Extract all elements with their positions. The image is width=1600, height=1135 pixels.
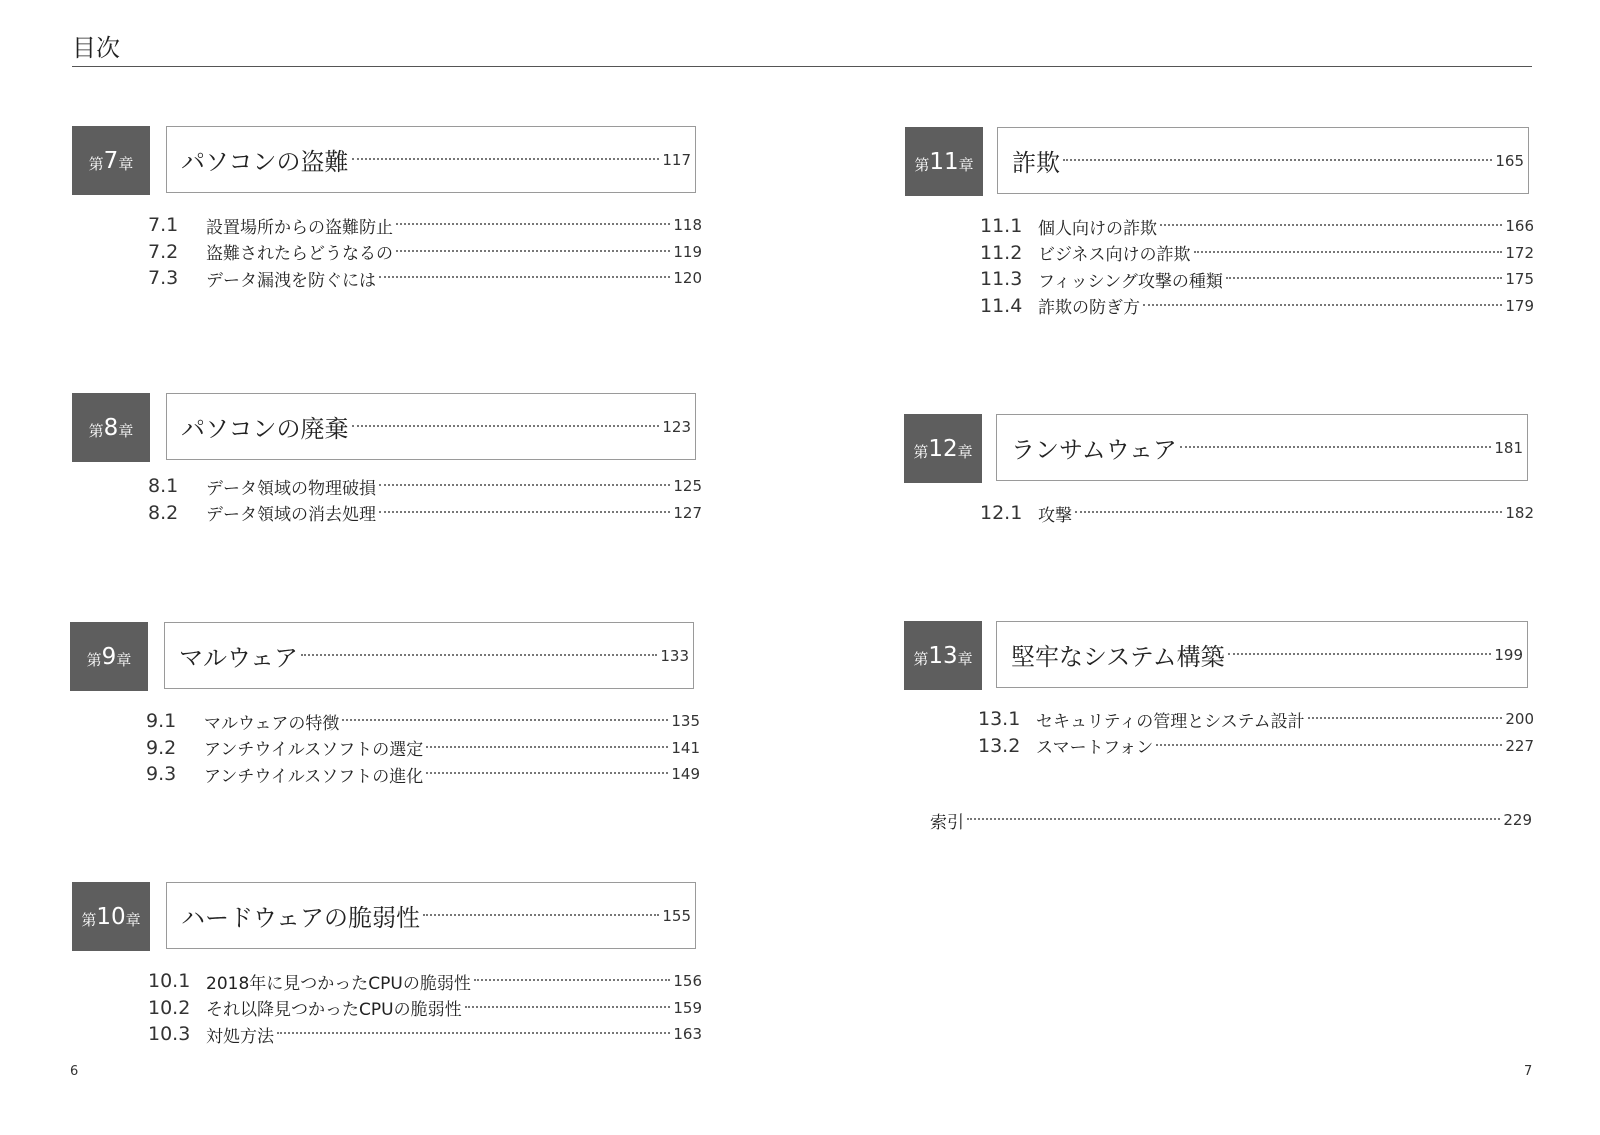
section-page: 175 — [1505, 270, 1534, 289]
section-row[interactable] — [146, 735, 700, 762]
section-page: 119 — [673, 242, 702, 261]
section-number: 10.2 — [148, 996, 191, 1019]
index-title: 索引 — [930, 812, 964, 833]
chapter-title-box[interactable] — [166, 882, 696, 949]
leader-dots — [379, 511, 670, 513]
section-page: 120 — [673, 269, 702, 288]
leader-dots — [426, 746, 668, 748]
chapter-label — [904, 414, 982, 483]
chapter-page: 123 — [662, 417, 691, 436]
section-page: 125 — [673, 477, 702, 496]
section-title: 盗難されたらどうなるの — [206, 244, 393, 265]
section-title: セキュリティの管理とシステム設計 — [1036, 711, 1305, 732]
left-page-number: 6 — [70, 1064, 79, 1079]
leader-dots — [465, 1006, 671, 1008]
chapter-title: ハードウェアの脆弱性 — [181, 904, 421, 932]
chapter-13-sections — [978, 706, 1534, 759]
chapter-title-box[interactable] — [996, 414, 1528, 481]
chapter-number: 10 — [96, 903, 126, 930]
section-number: 7.3 — [148, 267, 179, 290]
chapter-page: 133 — [660, 646, 689, 665]
section-page: 127 — [673, 503, 702, 522]
section-row[interactable] — [148, 212, 702, 239]
index-page: 229 — [1503, 811, 1532, 829]
section-number: 9.2 — [146, 736, 177, 759]
section-number: 13.1 — [978, 708, 1021, 731]
chapter-page: 117 — [662, 150, 691, 169]
leader-dots — [352, 158, 660, 160]
section-title: データ領域の物理破損 — [206, 478, 376, 499]
chapter-number: 8 — [103, 414, 119, 441]
chapter-label — [70, 622, 148, 691]
section-title: 個人向けの詐欺 — [1038, 218, 1157, 239]
chapter-suffix: 章 — [118, 422, 134, 440]
section-row[interactable] — [980, 500, 1534, 527]
chapter-12-sections — [980, 500, 1534, 527]
chapter-suffix: 章 — [958, 156, 974, 174]
section-title: フィッシング攻撃の種類 — [1038, 271, 1223, 292]
chapter-prefix: 第 — [88, 422, 104, 440]
chapter-page: 165 — [1495, 151, 1524, 170]
section-title: それ以降見つかったCPUの脆弱性 — [206, 1000, 462, 1021]
chapter-title-box[interactable] — [164, 622, 694, 689]
index-entry[interactable] — [930, 807, 1532, 833]
section-title: 詐欺の防ぎ方 — [1038, 298, 1140, 319]
section-title: マルウェアの特徴 — [204, 713, 340, 734]
chapter-number: 13 — [928, 642, 958, 669]
chapter-page: 199 — [1494, 645, 1523, 664]
section-page: 118 — [673, 216, 702, 235]
chapter-number: 7 — [103, 147, 119, 174]
section-row[interactable] — [148, 473, 702, 500]
section-page: 200 — [1505, 710, 1534, 729]
chapter-label — [72, 126, 150, 195]
right-page-number: 7 — [1524, 1064, 1533, 1079]
section-title: 対処方法 — [206, 1026, 274, 1047]
leader-dots — [967, 818, 1500, 820]
chapter-number: 9 — [101, 643, 117, 670]
section-title: アンチウイルスソフトの進化 — [204, 766, 424, 787]
section-number: 11.2 — [980, 241, 1023, 264]
section-number: 12.1 — [980, 502, 1023, 525]
leader-dots — [1194, 251, 1503, 253]
leader-dots — [426, 772, 668, 774]
chapter-suffix: 章 — [116, 651, 132, 669]
chapter-title-box[interactable] — [996, 621, 1528, 688]
chapter-prefix: 第 — [86, 651, 102, 669]
section-page: 135 — [671, 712, 700, 731]
section-number: 9.1 — [146, 710, 177, 733]
section-number: 10.3 — [148, 1023, 191, 1046]
section-row[interactable] — [148, 995, 702, 1022]
leader-dots — [396, 250, 670, 252]
section-number: 7.2 — [148, 240, 179, 263]
section-number: 11.3 — [980, 268, 1023, 291]
section-page: 149 — [671, 765, 700, 784]
section-number: 13.2 — [978, 734, 1021, 757]
section-row[interactable] — [146, 761, 700, 788]
section-row[interactable] — [980, 213, 1534, 240]
leader-dots — [1063, 159, 1492, 161]
section-number: 8.2 — [148, 501, 179, 524]
chapter-title-box[interactable] — [997, 127, 1529, 194]
chapter-label — [905, 127, 983, 196]
section-row[interactable] — [978, 706, 1534, 733]
leader-dots — [277, 1032, 670, 1034]
section-number: 10.1 — [148, 970, 191, 993]
leader-dots — [1226, 277, 1502, 279]
section-page: 163 — [673, 1025, 702, 1044]
leader-dots — [379, 484, 670, 486]
section-title: 2018年に見つかったCPUの脆弱性 — [206, 973, 471, 994]
section-row[interactable] — [146, 708, 700, 735]
chapter-suffix: 章 — [125, 911, 141, 929]
chapter-9-sections — [146, 708, 700, 788]
section-page: 182 — [1505, 504, 1534, 523]
section-row[interactable] — [980, 266, 1534, 293]
leader-dots — [352, 425, 660, 427]
section-row[interactable] — [980, 240, 1534, 267]
chapter-title: マルウェア — [179, 644, 299, 672]
section-title: 設置場所からの盗難防止 — [206, 217, 393, 238]
section-row[interactable] — [148, 968, 702, 995]
section-page: 172 — [1505, 243, 1534, 262]
section-row[interactable] — [978, 733, 1534, 760]
chapter-title: 詐欺 — [1012, 149, 1060, 177]
section-number: 9.3 — [146, 763, 177, 786]
chapter-prefix: 第 — [81, 911, 97, 929]
section-page: 227 — [1505, 736, 1534, 755]
leader-dots — [423, 914, 659, 916]
section-title: 攻撃 — [1038, 505, 1072, 526]
section-page: 166 — [1505, 217, 1534, 236]
section-row[interactable] — [148, 500, 702, 527]
leader-dots — [342, 719, 668, 721]
leader-dots — [396, 223, 670, 225]
chapter-10-sections — [148, 968, 702, 1048]
chapter-suffix: 章 — [957, 443, 973, 461]
leader-dots — [1143, 304, 1502, 306]
chapter-page: 181 — [1494, 438, 1523, 457]
chapter-number: 11 — [929, 148, 959, 175]
section-number: 11.1 — [980, 215, 1023, 238]
section-number: 7.1 — [148, 214, 179, 237]
chapter-label — [72, 393, 150, 462]
section-title: データ漏洩を防ぐには — [206, 270, 376, 291]
chapter-prefix: 第 — [88, 155, 104, 173]
leader-dots — [1075, 511, 1502, 513]
chapter-title-box[interactable] — [166, 126, 696, 193]
section-title: データ領域の消去処理 — [206, 505, 376, 526]
chapter-title: パソコンの廃棄 — [181, 415, 349, 443]
chapter-title-box[interactable] — [166, 393, 696, 460]
chapter-label — [904, 621, 982, 690]
section-row[interactable] — [148, 265, 702, 292]
section-number: 8.1 — [148, 475, 179, 498]
chapter-suffix: 章 — [118, 155, 134, 173]
chapter-label — [72, 882, 150, 951]
section-row[interactable] — [148, 1021, 702, 1048]
chapter-number: 12 — [928, 435, 958, 462]
chapter-11-sections — [980, 213, 1534, 319]
leader-dots — [301, 654, 657, 656]
section-row[interactable] — [980, 293, 1534, 320]
chapter-prefix: 第 — [913, 443, 929, 461]
chapter-title: パソコンの盗難 — [181, 148, 349, 176]
leader-dots — [1156, 744, 1502, 746]
section-page: 156 — [673, 972, 702, 991]
chapter-title: ランサムウェア — [1011, 436, 1177, 464]
chapter-8-sections — [148, 473, 702, 526]
section-title: スマートフォン — [1036, 738, 1154, 759]
chapter-page: 155 — [662, 906, 691, 925]
section-page: 179 — [1505, 296, 1534, 315]
leader-dots — [379, 276, 670, 278]
section-row[interactable] — [148, 239, 702, 266]
chapter-title: 堅牢なシステム構築 — [1011, 643, 1225, 671]
section-title: アンチウイルスソフトの選定 — [204, 740, 424, 761]
leader-dots — [1160, 224, 1502, 226]
chapter-suffix: 章 — [957, 650, 973, 668]
chapter-prefix: 第 — [914, 156, 930, 174]
leader-dots — [1180, 446, 1492, 448]
section-page: 141 — [671, 738, 700, 757]
chapter-prefix: 第 — [913, 650, 929, 668]
leader-dots — [1308, 717, 1503, 719]
section-page: 159 — [673, 998, 702, 1017]
section-title: ビジネス向けの詐欺 — [1038, 245, 1191, 266]
leader-dots — [474, 979, 671, 981]
page-header — [72, 26, 1532, 67]
section-number: 11.4 — [980, 294, 1023, 317]
leader-dots — [1228, 653, 1492, 655]
chapter-7-sections — [148, 212, 702, 292]
page-title: 目次 — [72, 34, 120, 62]
